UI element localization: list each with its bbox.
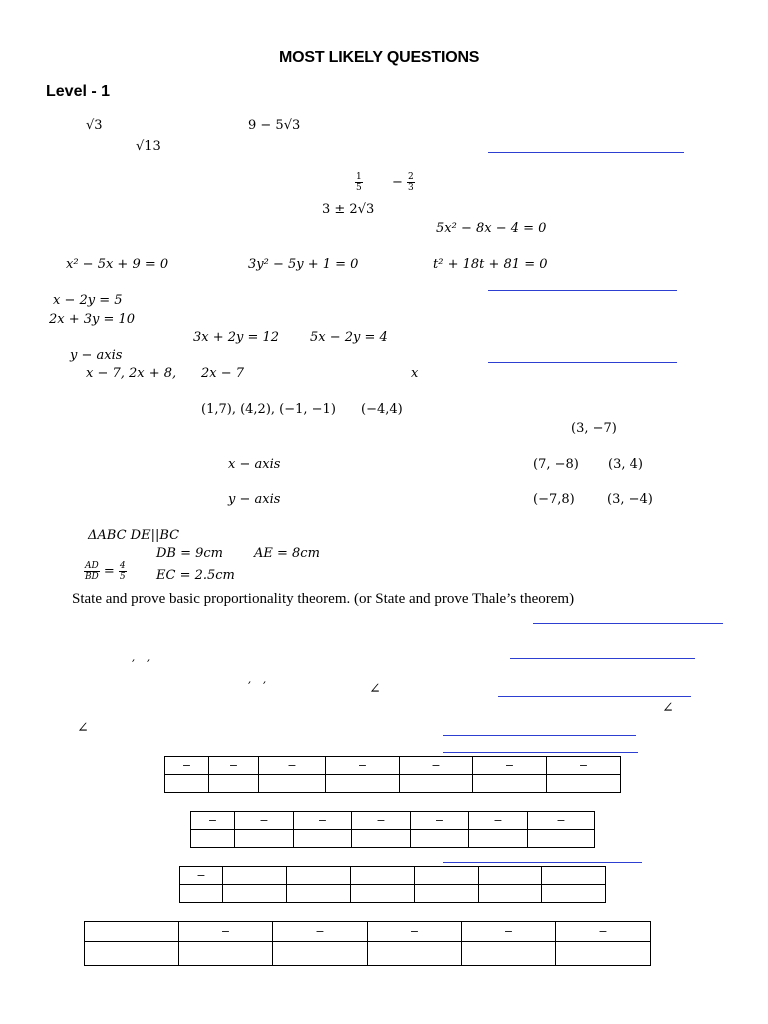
y-axis-label-1: y − axis [70,348,123,363]
table-2-cell: − [191,812,235,830]
table-2-cell [191,830,235,848]
prime-mark-1: ′ [132,658,135,673]
length-ec: EC = 2.5cm [156,568,235,583]
answer-rule-4 [533,623,723,624]
point-7-m8: (7, −8) [533,457,579,472]
linear-eq-1: x − 2y = 5 [53,293,123,308]
table-3-cell: − [180,867,223,885]
y-axis-label-2: y − axis [228,492,281,507]
data-table-3 [179,866,606,903]
table-2-cell: − [235,812,294,830]
answer-rule-7 [443,735,636,736]
answer-rule-1 [488,152,684,153]
data-table-4 [84,921,651,966]
table-1-cell [165,775,209,793]
table-3-cell [542,867,606,885]
linear-eq-4: 5x − 2y = 4 [310,330,388,345]
point-3-4: (3, 4) [608,457,643,472]
sequence-term-3: 2x − 7 [201,366,245,381]
table-1-cell [209,775,259,793]
prime-mark-4: ′ [263,680,266,695]
table-4-cell [462,942,556,966]
prime-mark-3: ′ [248,680,251,695]
table-4-cell: − [462,922,556,942]
quadratic-t2: t² + 18t + 81 = 0 [433,257,548,272]
expr-9-minus-5sqrt3: 9 − 5√3 [248,118,301,133]
table-1-cell: − [326,757,400,775]
table-3-cell [415,867,479,885]
page-title: MOST LIKELY QUESTIONS [279,49,480,66]
table-2-cell [294,830,352,848]
expr-sqrt3: √3 [86,118,103,133]
points-list: (1,7), (4,2), (−1, −1) [201,402,336,417]
fraction-one-fifth: $\frac{1}{5}$ [356,172,362,193]
linear-eq-2: 2x + 3y = 10 [49,312,136,327]
angle-symbol-3: ∠ [77,720,89,736]
table-1-cell: − [259,757,326,775]
x-axis-label: x − axis [228,457,281,472]
point-m7-8: (−7,8) [533,492,575,507]
table-3-cell [542,885,606,903]
table-1-cell [326,775,400,793]
linear-eq-3: 3x + 2y = 12 [193,330,280,345]
bpt-statement: State and prove basic proportionality theorem. (or State and prove Thale’s theorem) [72,591,575,607]
table-3-cell [351,885,415,903]
fraction-minus-two-thirds: − $\frac{2}{3}$ [392,172,414,193]
answer-rule-8 [443,752,638,753]
point-3-m7: (3, −7) [571,421,617,436]
table-2-cell [235,830,294,848]
answer-rule-5 [510,658,695,659]
table-3-cell [415,885,479,903]
sequence-terms: x − 7, 2x + 8, [86,366,177,381]
table-2-cell: − [469,812,528,830]
table-2-cell [469,830,528,848]
table-2-cell: − [528,812,595,830]
answer-rule-2 [488,290,677,291]
table-1-cell [547,775,621,793]
table-2-cell: − [411,812,469,830]
table-4-cell [85,942,179,966]
point-m4-4: (−4,4) [361,402,403,417]
table-2-cell: − [294,812,352,830]
table-3-cell [479,867,542,885]
answer-rule-3 [488,362,677,363]
angle-symbol-2: ∠ [662,700,674,716]
table-4-cell [273,942,368,966]
quadratic-x2: x² − 5x + 9 = 0 [66,257,169,272]
table-2-cell [528,830,595,848]
answer-rule-9 [443,862,642,863]
table-4-cell: − [368,922,462,942]
quadratic-3y2: 3y² − 5y + 1 = 0 [248,257,359,272]
table-1-cell: − [400,757,473,775]
table-1-cell [473,775,547,793]
variable-x: x [411,366,419,381]
data-table-1 [164,756,621,793]
table-2-cell [352,830,411,848]
table-1-cell [400,775,473,793]
table-3-cell [223,885,287,903]
table-2-cell [411,830,469,848]
table-4-cell [179,942,273,966]
level-heading: Level - 1 [46,83,111,100]
expr-sqrt13: √13 [136,139,161,154]
point-3-m4: (3, −4) [607,492,653,507]
table-1-cell: − [473,757,547,775]
length-db: DB = 9cm [156,546,224,561]
table-2-cell: − [352,812,411,830]
table-1-cell [259,775,326,793]
table-4-cell: − [556,922,651,942]
ratio-ad-bd: $\frac{AD}{BD}$ = $\frac{4}{5}$ [84,561,126,582]
table-4-cell: − [179,922,273,942]
table-1-cell: − [547,757,621,775]
quadratic-5x2: 5x² − 8x − 4 = 0 [436,221,547,236]
length-ae: AE = 8cm [254,546,320,561]
prime-mark-2: ′ [147,658,150,673]
table-3-cell [223,867,287,885]
data-table-2 [190,811,595,848]
table-3-cell [180,885,223,903]
table-4-cell: − [273,922,368,942]
table-3-cell [287,867,351,885]
expr-3-pm-2sqrt3: 3 ± 2√3 [322,202,375,217]
triangle-abc-statement: ΔABC DE||BC [88,528,180,543]
table-4-cell [556,942,651,966]
table-3-cell [479,885,542,903]
table-4-cell [368,942,462,966]
table-1-cell: − [209,757,259,775]
table-3-cell [351,867,415,885]
table-1-cell: − [165,757,209,775]
table-4-cell [85,922,179,942]
answer-rule-6 [498,696,691,697]
angle-symbol-1: ∠ [369,681,381,697]
table-3-cell [287,885,351,903]
